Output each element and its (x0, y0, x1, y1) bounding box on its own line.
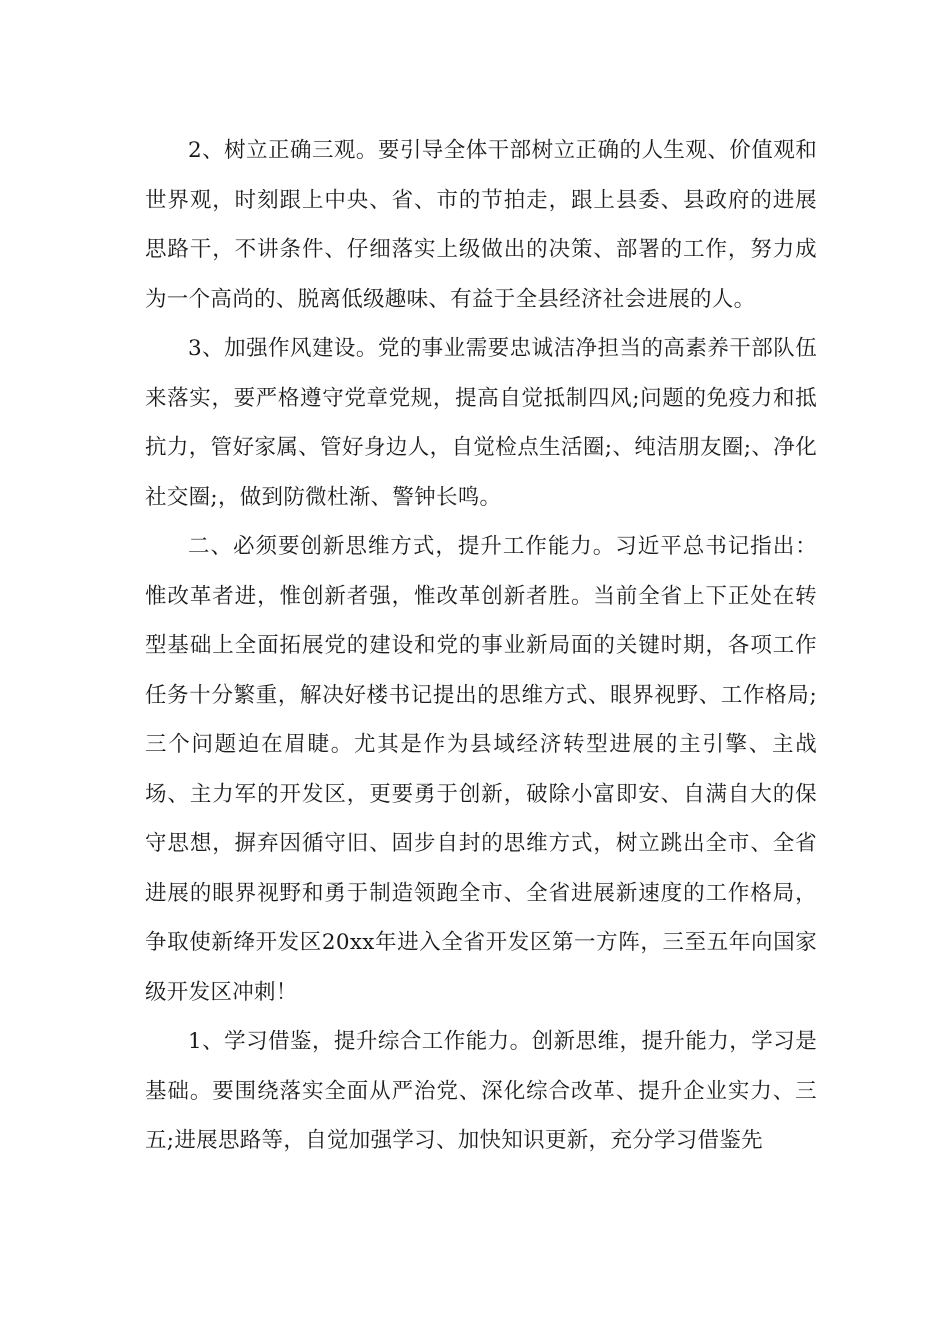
document-body (145, 126, 817, 1166)
paragraph-3: 二、必须要创新思维方式，提升工作能力。习近平总书记指出：惟改革者进，惟创新者强，惟改革创新者胜。当前全省上下正处在转型基础上全面拓展党的建设和党的事业新局面的关键时期，各项工作任务十分繁重，解决好楼书记提出的思维方式、眼界视野、工作格局;三个问题迫在眉睫。尤其是作为县域经济转型进展的主引擎、主战场、主力军的开发区，更要勇于创新，破除小富即安、自满自大的保守思想，摒弃因循守旧、固步自封的思维方式，树立跳出全市、全省进展的眼界视野和勇于制造领跑全市、全省进展新速度的工作格局，争取使新绛开发区20xx年进入全省开发区第一方阵，三至五年向国家级开发区冲刺！ (145, 534, 817, 1005)
paragraph-2: 3、加强作风建设。党的事业需要忠诚洁净担当的高素养干部队伍来落实，要严格遵守党章党规，提高自觉抵制四风;问题的免疫力和抵抗力，管好家属、管好身边人，自觉检点生活圈;、纯洁朋友圈;、净化社交圈;，做到防微杜渐、警钟长鸣。 (145, 336, 817, 510)
paragraph-1: 2、树立正确三观。要引导全体干部树立正确的人生观、价值观和世界观，时刻跟上中央、省、市的节拍走，跟上县委、县政府的进展思路干，不讲条件、仔细落实上级做出的决策、部署的工作，努力成为一个高尚的、脱离低级趣味、有益于全县经济社会进展的人。 (145, 138, 817, 312)
paragraph-4: 1、学习借鉴，提升综合工作能力。创新思维，提升能力，学习是基础。要围绕落实全面从严治党、深化综合改革、提升企业实力、三五;进展思路等，自觉加强学习、加快知识更新，充分学习借鉴先 (145, 1029, 817, 1153)
